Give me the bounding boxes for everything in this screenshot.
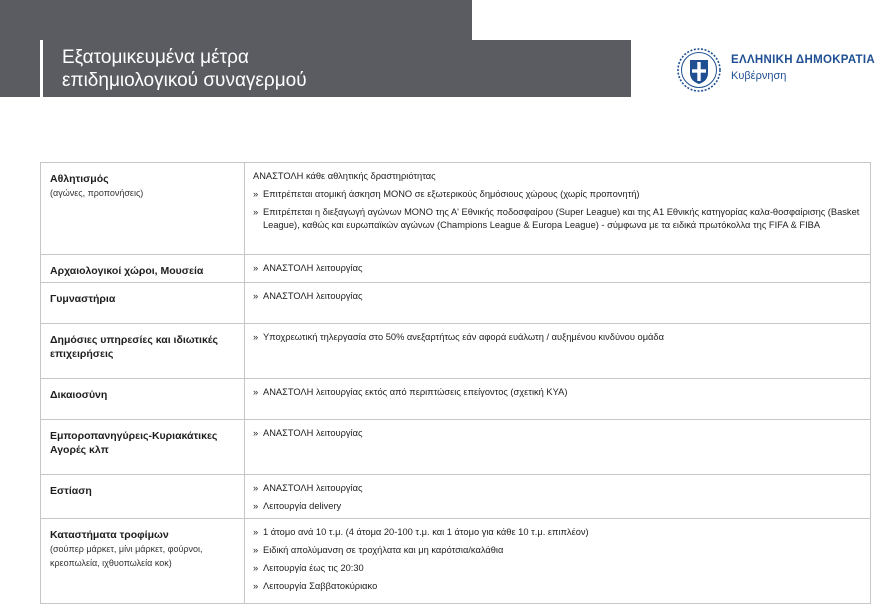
table-row bbox=[41, 283, 871, 324]
category-subtitle: (σούπερ μάρκετ, μίνι μάρκετ, φούρνοι, κρεοπωλεία, ιχθυοπωλεία κοκ) bbox=[50, 544, 203, 568]
measure-item: » ΑΝΑΣΤΟΛΗ λειτουργίας bbox=[253, 482, 862, 495]
measure-item: » Ειδική απολύμανση σε τροχήλατα και μη καρότσια/καλάθια bbox=[253, 544, 862, 557]
category-title: Αθλητισμός bbox=[50, 173, 109, 185]
measure-item: » ΑΝΑΣΤΟΛΗ λειτουργίας bbox=[253, 427, 862, 440]
measures-cell bbox=[245, 283, 871, 324]
category-subtitle: (αγώνες, προπονήσεις) bbox=[50, 188, 144, 198]
government-logo bbox=[677, 48, 877, 94]
table-row bbox=[41, 420, 871, 475]
category-cell bbox=[41, 324, 245, 379]
measure-item: » Λειτουργία έως τις 20:30 bbox=[253, 562, 862, 575]
measures-cell bbox=[245, 163, 871, 255]
logo-text-government: Κυβέρνηση bbox=[731, 70, 787, 82]
category-cell bbox=[41, 519, 245, 604]
category-cell bbox=[41, 475, 245, 519]
category-cell bbox=[41, 255, 245, 283]
table-row bbox=[41, 324, 871, 379]
measure-item: » Επιτρέπεται ατομική άσκηση ΜΟΝΟ σε εξωτερικούς δημόσιους χώρους (χωρίς προπονητή) bbox=[253, 188, 862, 201]
logo-text-republic: ΕΛΛΗΝΙΚΗ ΔΗΜΟΚΡΑΤΙΑ bbox=[731, 54, 875, 66]
page-title-line-2: επιδημιολογικού συναγερμού bbox=[62, 70, 307, 91]
table-row bbox=[41, 379, 871, 420]
measures-table bbox=[40, 162, 871, 604]
table-row bbox=[41, 163, 871, 255]
measure-item: » Επιτρέπεται η διεξαγωγή αγώνων ΜΟΝΟ της Α' Εθνικής ποδοσφαίρου (Super League) και της Α1 Εθνικής κατηγορίας καλα-θοσφαίρισης (Basket League), καθώς και ευρωπαϊκών αγώνων (Champions League & Europa League) - σύμφωνα με τα ειδικά πρωτόκολλα της FIFA & FIBA bbox=[253, 206, 862, 232]
category-title: Καταστήματα τροφίμων bbox=[50, 529, 169, 541]
header-top-band bbox=[0, 0, 472, 40]
table-row bbox=[41, 255, 871, 283]
greek-coat-of-arms-icon bbox=[677, 48, 721, 92]
category-cell bbox=[41, 379, 245, 420]
measure-item: » ΑΝΑΣΤΟΛΗ λειτουργίας bbox=[253, 262, 862, 275]
header-accent-bar bbox=[40, 40, 43, 97]
category-title: Δημόσιες υπηρεσίες και ιδιωτικές επιχειρήσεις bbox=[50, 334, 218, 360]
measures-cell bbox=[245, 324, 871, 379]
category-cell bbox=[41, 283, 245, 324]
category-title: Δικαιοσύνη bbox=[50, 389, 108, 401]
category-title: Εμποροπανηγύρεις-Κυριακάτικες Αγορές κλπ bbox=[50, 430, 218, 456]
measures-cell bbox=[245, 420, 871, 475]
measure-item: » Λειτουργία Σαββατοκύριακο bbox=[253, 580, 862, 593]
measures-cell bbox=[245, 519, 871, 604]
measures-cell bbox=[245, 379, 871, 420]
measure-item: » ΑΝΑΣΤΟΛΗ λειτουργίας bbox=[253, 290, 862, 303]
category-title: Εστίαση bbox=[50, 485, 92, 497]
page-title-line-1: Εξατομικευμένα μέτρα bbox=[62, 47, 249, 68]
table-row bbox=[41, 475, 871, 519]
measure-lead: ΑΝΑΣΤΟΛΗ κάθε αθλητικής δραστηριότητας bbox=[253, 171, 436, 181]
measures-cell bbox=[245, 255, 871, 283]
measures-cell bbox=[245, 475, 871, 519]
category-title: Αρχαιολογικοί χώροι, Μουσεία bbox=[50, 265, 204, 277]
category-cell bbox=[41, 163, 245, 255]
page-title bbox=[62, 46, 307, 92]
table-row bbox=[41, 519, 871, 604]
measure-item: » Λειτουργία delivery bbox=[253, 500, 862, 513]
measure-item: » 1 άτομο ανά 10 τ.μ. (4 άτομα 20-100 τ.μ. και 1 άτομο για κάθε 10 τ.μ. επιπλέον) bbox=[253, 526, 862, 539]
category-title: Γυμναστήρια bbox=[50, 293, 116, 305]
category-cell bbox=[41, 420, 245, 475]
measure-item: » ΑΝΑΣΤΟΛΗ λειτουργίας εκτός από περιπτώσεις επείγοντος (σχετική ΚΥΑ) bbox=[253, 386, 862, 399]
measure-item: » Υποχρεωτική τηλεργασία στο 50% ανεξαρτήτως εάν αφορά ευάλωτη / αυξημένου κινδύνου ομάδα bbox=[253, 331, 862, 344]
